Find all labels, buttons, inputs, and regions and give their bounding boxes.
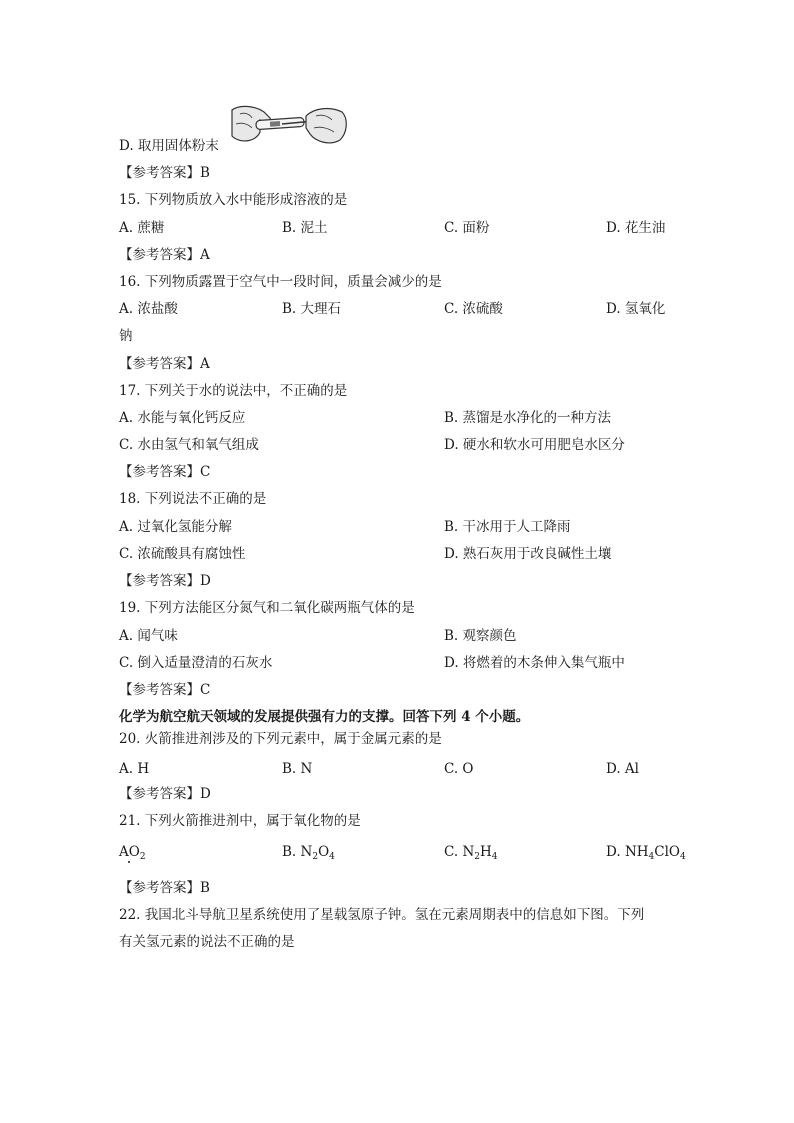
q16-option-d: D. 氢氧化 bbox=[606, 301, 666, 317]
q20-option-d: D. Al bbox=[606, 761, 639, 777]
q20-option-a: A. H bbox=[119, 761, 150, 777]
q19-option-d: D. 将燃着的木条伸入集气瓶中 bbox=[444, 655, 625, 671]
q21-option-a: $AO_2$ bbox=[119, 844, 146, 862]
q20-option-b: B. N bbox=[282, 761, 313, 777]
q20-stem: 20. 火箭推进剂涉及的下列元素中，属于金属元素的是 bbox=[119, 731, 442, 747]
q19-option-c: C. 倒入适量澄清的石灰水 bbox=[119, 655, 273, 671]
q16-option-a: A. 浓盐酸 bbox=[119, 301, 178, 317]
q21-option-d: D. $NH_4ClO_4$ bbox=[606, 844, 686, 862]
q16-option-d-wrap: 钠 bbox=[119, 328, 133, 344]
q16-option-c: C. 浓硫酸 bbox=[444, 301, 503, 317]
q16-answer: 【参考答案】A bbox=[119, 356, 210, 372]
q14-answer: 【参考答案】B bbox=[119, 165, 210, 181]
q16-option-b: B. 大理石 bbox=[282, 301, 342, 317]
q18-answer: 【参考答案】D bbox=[119, 573, 211, 589]
q22-stem-line2: 有关氢元素的说法不正确的是 bbox=[119, 934, 295, 950]
q19-option-b: B. 观察颜色 bbox=[444, 628, 517, 644]
q15-stem: 15. 下列物质放入水中能形成溶液的是 bbox=[119, 192, 348, 208]
q15-option-a: A. 蔗糖 bbox=[119, 220, 165, 236]
q18-option-c: C. 浓硫酸具有腐蚀性 bbox=[119, 546, 246, 562]
q21-option-b: B. $N_2O_4$ bbox=[282, 844, 335, 862]
test-tube-hands-illustration bbox=[226, 102, 350, 148]
q21-option-a-dot bbox=[128, 861, 130, 863]
q21-stem: 21. 下列火箭推进剂中，属于氧化物的是 bbox=[119, 813, 361, 829]
q15-option-c: C. 面粉 bbox=[444, 220, 490, 236]
q17-option-a: A. 水能与氧化钙反应 bbox=[119, 410, 246, 426]
q17-option-c: C. 水由氢气和氧气组成 bbox=[119, 437, 259, 453]
q21-answer: 【参考答案】B bbox=[119, 880, 210, 896]
q18-option-b: B. 干冰用于人工降雨 bbox=[444, 519, 571, 535]
q21-option-c: C. $N_2H_4$ bbox=[444, 844, 498, 862]
q19-option-a: A. 闻气味 bbox=[119, 628, 178, 644]
q17-answer: 【参考答案】C bbox=[119, 464, 211, 480]
q18-option-d: D. 熟石灰用于改良碱性土壤 bbox=[444, 546, 612, 562]
q17-stem: 17. 下列关于水的说法中，不正确的是 bbox=[119, 383, 348, 399]
q17-option-d: D. 硬水和软水可用肥皂水区分 bbox=[444, 437, 625, 453]
q20-option-c: C. O bbox=[444, 761, 474, 777]
q19-answer: 【参考答案】C bbox=[119, 682, 211, 698]
q15-option-b: B. 泥土 bbox=[282, 220, 328, 236]
q18-stem: 18. 下列说法不正确的是 bbox=[119, 491, 267, 507]
q16-stem: 16. 下列物质露置于空气中一段时间，质量会减少的是 bbox=[119, 274, 442, 290]
q20-answer: 【参考答案】D bbox=[119, 786, 211, 802]
q15-option-d: D. 花生油 bbox=[606, 220, 666, 236]
q17-option-b: B. 蒸馏是水净化的一种方法 bbox=[444, 410, 612, 426]
q14-option-d: D. 取用固体粉末 bbox=[119, 138, 219, 154]
q15-answer: 【参考答案】A bbox=[119, 247, 210, 263]
q22-stem-line1: 22. 我国北斗导航卫星系统使用了星载氢原子钟。氢在元素周期表中的信息如下图。下列 bbox=[119, 907, 645, 923]
q19-stem: 19. 下列方法能区分氮气和二氧化碳两瓶气体的是 bbox=[119, 600, 415, 616]
right-hand-icon bbox=[306, 109, 346, 143]
section-intro: 化学为航空航天领域的发展提供强有力的支撑。回答下列 4 个小题。 bbox=[119, 709, 530, 725]
q18-option-a: A. 过氧化氢能分解 bbox=[119, 519, 232, 535]
